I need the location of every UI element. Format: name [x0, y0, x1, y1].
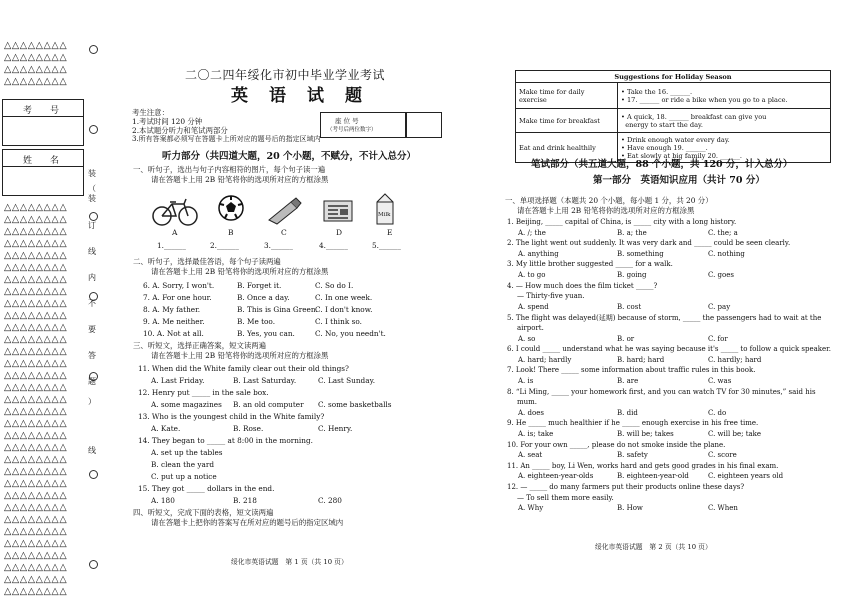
- question-stem: 3. My little brother suggested _____ for a walk.: [507, 260, 673, 269]
- triangle-row: △△△△△△△△: [4, 466, 68, 477]
- question-option: B. How: [617, 504, 643, 513]
- triangle-row: △△△△△△△△: [4, 526, 68, 537]
- question-option: B. an old computer: [233, 400, 304, 409]
- question-stem-continued: airport.: [517, 324, 544, 332]
- triangle-row: △△△△△△△△: [4, 52, 68, 63]
- triangle-row: △△△△△△△△: [4, 334, 68, 345]
- question-option: A. eighteen-year-olds: [518, 472, 594, 481]
- question-option: C. for: [708, 334, 728, 343]
- binding-word: 装: [88, 194, 96, 203]
- question-option: C. do: [708, 408, 727, 417]
- question-option: A. some magazines: [151, 400, 222, 409]
- triangle-row: △△△△△△△△: [4, 274, 68, 285]
- question-option: B. Rose.: [233, 424, 264, 433]
- question-option: A. hard; hardly: [518, 355, 572, 364]
- section-instruction: 请在答题卡上用 2B 铅笔将你的选项所对应的方框涂黑: [151, 175, 329, 184]
- triangle-row: △△△△△△△△: [4, 418, 68, 429]
- student-no-box[interactable]: [2, 99, 84, 146]
- seat-label: 座 位 号: [335, 117, 359, 125]
- question-option: B. Last Saturday.: [233, 376, 297, 385]
- question-option: A. is: [518, 377, 534, 385]
- question-stem: 2. The light went out suddenly. It was very dark and _____ could be seen clearly.: [507, 239, 791, 248]
- question-option: 8. A. My father.: [143, 305, 201, 314]
- question-option: C. score: [708, 451, 737, 460]
- question-option: B. going: [617, 271, 647, 279]
- answer-blank: 1.______: [157, 241, 186, 250]
- triangle-row: △△△△△△△△: [4, 478, 68, 489]
- tube-icon: [265, 196, 303, 226]
- question-option: A. 180: [151, 496, 175, 505]
- question-option: B. a; the: [617, 228, 647, 237]
- seat-number-field[interactable]: [405, 112, 442, 138]
- question-option: B. or: [617, 334, 635, 343]
- binding-word: 内: [88, 273, 96, 282]
- triangle-row: △△△△△△△△: [4, 358, 68, 369]
- answer-blank: 5.______: [372, 241, 401, 250]
- table-row: [516, 109, 831, 133]
- section-instruction: 请在答题卡上用 2B 铅笔将你的选项所对应的方框涂黑: [517, 206, 695, 215]
- binding-word: 线: [88, 247, 96, 256]
- binding-word: 答: [88, 351, 96, 360]
- question-option: A. set up the tables: [151, 448, 223, 457]
- triangle-row: △△△△△△△△: [4, 514, 68, 525]
- section-title: 一、听句子，选出与句子内容相符的图片，每个句子读一遍: [133, 165, 326, 174]
- question-option: B. This is Gina Green.: [237, 305, 318, 314]
- question-option: C. Henry.: [318, 424, 353, 433]
- triangle-row: △△△△△△△△: [4, 550, 68, 561]
- question-option: C. some basketballs: [318, 400, 392, 409]
- table-title: Suggestions for Holiday Season: [516, 71, 831, 83]
- question-option: A. seat: [518, 451, 543, 460]
- notice-item: 2.本试题分听力和笔试两部分: [132, 126, 228, 135]
- question-option: C. No, you needn't.: [315, 329, 386, 338]
- triangle-row: △△△△△△△△: [4, 538, 68, 549]
- seat-note: （考号后两位数字）: [327, 127, 377, 133]
- triangle-row: △△△△△△△△: [4, 238, 68, 249]
- bicycle-icon: [150, 196, 200, 228]
- question-option: C. hardly; hard: [708, 355, 762, 364]
- table-item: • Take the 16. ______.: [621, 87, 693, 96]
- answer-blank: 2.______: [210, 241, 239, 250]
- question-option: C. 280: [318, 496, 342, 505]
- binding-word: 不: [88, 299, 96, 308]
- question-option: 7. A. For one hour.: [143, 293, 212, 302]
- triangle-row: △△△△△△△△: [4, 442, 68, 453]
- triangle-row: △△△△△△△△: [4, 586, 68, 597]
- question-option: C. goes: [708, 271, 734, 279]
- question-stem: 5. The flight was delayed(延期) because of storm, _____ the passengers had to wait at the: [507, 314, 822, 323]
- question-option: A. anything: [518, 249, 559, 258]
- question-stem: 10. For your own _____, please do not smoke inside the plane.: [507, 440, 726, 449]
- seat-number-box[interactable]: [320, 112, 407, 138]
- triangle-row: △△△△△△△△: [4, 370, 68, 381]
- question-option: C. I don't know.: [315, 305, 373, 314]
- section-instruction: 请在答题卡上把你的答案写在所对应的题号后的指定区域内: [151, 518, 344, 527]
- name-box[interactable]: [2, 149, 84, 196]
- table-item: • Have enough 19. ______.: [621, 143, 708, 152]
- notice-item: 1.考试时间 120 分钟: [132, 117, 203, 126]
- triangle-row: △△△△△△△△: [4, 76, 68, 87]
- answer-blank: 4.______: [319, 241, 348, 250]
- question-option: C. was: [708, 377, 732, 385]
- question-option: B. something: [617, 249, 664, 258]
- question-stem: 12. Henry put _____ in the sale box.: [138, 388, 269, 397]
- question-stem-continued: — To sell them more easily.: [517, 493, 614, 502]
- question-stem: 4. — How much does the film ticket _____?: [507, 281, 658, 290]
- football-icon: [217, 194, 245, 222]
- table-item: • 17. ______ or ride a bike when you go to a place.: [621, 95, 788, 104]
- question-option: 6. A. Sorry, I won't.: [143, 281, 215, 290]
- table-row-content: [618, 109, 831, 133]
- triangle-row: △△△△△△△△: [4, 262, 68, 273]
- suggestions-table: [515, 70, 831, 163]
- question-option: C. put up a notice: [151, 472, 217, 481]
- binding-word: 装: [88, 169, 96, 178]
- question-option: C. So do I.: [315, 281, 354, 290]
- question-option: C. will be; take: [708, 430, 762, 438]
- subject-title: 英 语 试 题: [231, 86, 364, 106]
- notice-heading: 考生注意：: [132, 108, 169, 117]
- question-option: 10. A. Not at all.: [143, 329, 204, 338]
- question-stem: 13. Who is the youngest child in the White family?: [138, 412, 325, 421]
- written-part-title: 笔试部分（共五道大题，88 个小题，共 120 分，计入总分）: [531, 159, 793, 170]
- question-option: B. did: [617, 408, 638, 417]
- question-option: C. eighteen years old: [708, 472, 784, 481]
- triangle-row: △△△△△△△△: [4, 502, 68, 513]
- question-option: C. nothing: [708, 249, 745, 258]
- table-item: • Eat slowly at big family 20. ______.: [621, 151, 742, 160]
- section-title: 二、听句子，选择最佳答语，每个句子读两遍: [133, 257, 281, 266]
- newspaper-icon: [322, 197, 356, 225]
- question-option: B. are: [617, 377, 639, 385]
- question-stem: 12. — _____ do many farmers put their products online these days?: [507, 483, 745, 491]
- question-option: B. 218: [233, 496, 257, 505]
- triangle-row: △△△△△△△△: [4, 214, 68, 225]
- triangle-row: △△△△△△△△: [4, 64, 68, 75]
- section-instruction: 请在答题卡上用 2B 铅笔将你的选项所对应的方框涂黑: [151, 351, 329, 360]
- triangle-row: △△△△△△△△: [4, 430, 68, 441]
- triangle-row: △△△△△△△△: [4, 286, 68, 297]
- name-label: 姓 名: [23, 156, 60, 166]
- triangle-row: △△△△△△△△: [4, 406, 68, 417]
- question-stem: 9. He _____ much healthier if he _____ enough exercise in his free time.: [507, 419, 759, 428]
- question-option: A. Kate.: [151, 424, 181, 433]
- triangle-row: △△△△△△△△: [4, 562, 68, 573]
- table-row-content: [618, 83, 831, 109]
- question-option: C. In one week.: [315, 293, 373, 302]
- binding-word: （: [88, 184, 96, 193]
- notice-item: 3.所有答案都必须写在答题卡上所对应的题号后的指定区域内: [132, 135, 321, 143]
- table-row-label: Make time for breakfast: [516, 109, 618, 133]
- question-option: A. is; take: [518, 430, 554, 438]
- table-item: • Drink enough water every day.: [621, 135, 730, 144]
- section-title: 四、听短文，完成下面的表格，短文读两遍: [133, 508, 274, 517]
- question-stem-continued: — Thirty-five yuan.: [517, 292, 585, 301]
- binding-hole-icon: [89, 470, 98, 479]
- question-stem: 7. Look! There _____ some information about traffic rules in this book.: [507, 366, 756, 375]
- picture-letter: A: [172, 228, 178, 237]
- part-one-title: 第一部分 英语知识应用（共计 70 分）: [593, 175, 765, 186]
- question-option: B. Forget it.: [237, 281, 282, 290]
- binding-word: 订: [88, 221, 96, 230]
- section-title: 一、单项选择题（本题共 20 个小题，每小题 1 分，共 20 分）: [505, 196, 713, 205]
- binding-hole-icon: [89, 125, 98, 134]
- question-option: A. /; the: [518, 228, 546, 237]
- binding-word: 线: [88, 446, 96, 455]
- triangle-row: △△△△△△△△: [4, 250, 68, 261]
- binding-word: ）: [88, 397, 96, 406]
- triangle-row: △△△△△△△△: [4, 490, 68, 501]
- triangle-row: △△△△△△△△: [4, 310, 68, 321]
- triangle-row: △△△△△△△△: [4, 226, 68, 237]
- question-stem: 11. An _____ boy, Li Wen, works hard and gets good grades in his final exam.: [507, 461, 779, 470]
- triangle-row: △△△△△△△△: [4, 346, 68, 357]
- student-no-label: 考 号: [23, 106, 60, 116]
- binding-hole-icon: [89, 45, 98, 54]
- picture-letter: C: [281, 228, 287, 237]
- section-title: 三、听短文，选择正确答案，短文读两遍: [133, 341, 267, 350]
- answer-blank: 3.______: [264, 241, 293, 250]
- question-option: B. clean the yard: [151, 460, 215, 469]
- question-option: A. Why: [518, 504, 544, 513]
- question-option: A. so: [518, 334, 536, 343]
- table-row: [516, 83, 831, 109]
- triangle-row: △△△△△△△△: [4, 40, 68, 51]
- triangle-row: △△△△△△△△: [4, 382, 68, 393]
- triangle-row: △△△△△△△△: [4, 202, 68, 213]
- table-item: • A quick, 18. ______ breakfast can give you: [621, 112, 767, 121]
- question-stem-continued: mum.: [517, 398, 538, 407]
- binding-word: 要: [88, 325, 96, 334]
- question-option: C. I think so.: [315, 317, 362, 326]
- question-stem: 1. Beijing, _____ capital of China, is _____ city with a long history.: [507, 218, 737, 226]
- question-stem: 14. They began to _____ at 8:00 in the morning.: [138, 436, 313, 445]
- binding-hole-icon: [89, 560, 98, 569]
- section-instruction: 请在答题卡上用 2B 铅笔将你的选项所对应的方框涂黑: [151, 267, 329, 276]
- question-option: B. Me too.: [237, 317, 276, 326]
- page-footer: 绥化市英语试题 第 2 页（共 10 页）: [595, 543, 712, 551]
- question-option: B. safety: [617, 451, 648, 460]
- table-item: energy to start the day.: [621, 120, 704, 129]
- picture-letter: E: [387, 228, 393, 237]
- question-option: 9. A. Me neither.: [143, 317, 205, 326]
- triangle-row: △△△△△△△△: [4, 322, 68, 333]
- question-option: C. Last Sunday.: [318, 376, 376, 385]
- question-option: C. the; a: [708, 228, 738, 237]
- question-option: A. Last Friday.: [151, 376, 205, 385]
- picture-letter: D: [336, 228, 343, 237]
- table-row-label: Make time for daily exercise: [516, 83, 618, 109]
- question-option: B. cost: [617, 302, 642, 311]
- question-option: A. to go: [518, 271, 546, 279]
- question-stem: 15. They got _____ dollars in the end.: [138, 484, 275, 493]
- question-option: C. pay: [708, 302, 731, 311]
- question-stem: 6. I could _____ understand what he was saying because it's _____ to follow a quick speaker.: [507, 345, 831, 354]
- question-option: A. spend: [518, 302, 549, 311]
- question-stem: 11. When did the White family clear out their old things?: [138, 364, 349, 373]
- triangle-row: △△△△△△△△: [4, 298, 68, 309]
- milk-label: Milk: [378, 212, 391, 218]
- question-option: B. will be; takes: [617, 430, 674, 438]
- page-footer: 绥化市英语试题 第 1 页（共 10 页）: [231, 558, 348, 566]
- triangle-row: △△△△△△△△: [4, 394, 68, 405]
- question-option: B. Once a day.: [237, 293, 290, 302]
- table-row-label: Eat and drink healthily: [516, 133, 618, 163]
- exam-title: 二〇二四年绥化市初中毕业学业考试: [185, 68, 386, 82]
- question-option: B. hard; hard: [617, 355, 665, 364]
- question-stem: 8. “Li Ming, _____ your homework first, and you can watch TV for 30 minutes,” said his: [507, 387, 816, 396]
- listening-title: 听力部分（共四道大题，20 个小题，不赋分，不计入总分）: [162, 151, 417, 162]
- triangle-row: △△△△△△△△: [4, 454, 68, 465]
- question-option: B. Yes, you can.: [237, 329, 295, 338]
- binding-word: 题: [88, 377, 96, 386]
- triangle-row: △△△△△△△△: [4, 574, 68, 585]
- question-option: C. When: [708, 504, 738, 513]
- picture-letter: B: [228, 228, 234, 237]
- milk-carton-icon: [374, 192, 396, 226]
- question-option: B. eighteen-year-old: [617, 472, 689, 481]
- question-option: A. does: [518, 408, 544, 417]
